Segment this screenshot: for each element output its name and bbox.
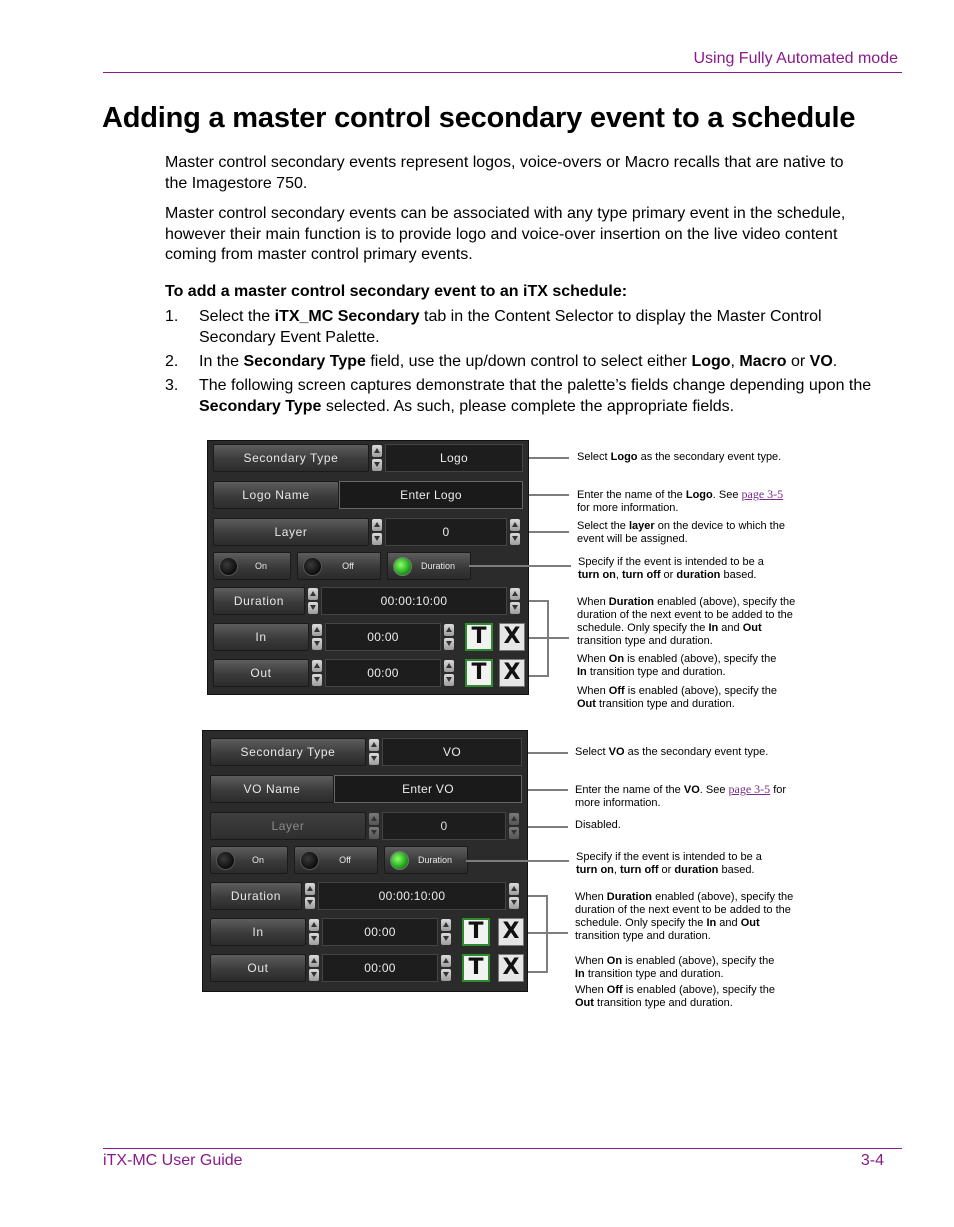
in-value[interactable]: 00:00 <box>325 623 441 651</box>
out-stepper-right[interactable] <box>440 955 452 981</box>
in-stepper[interactable] <box>311 624 323 650</box>
page-reference-link[interactable]: page 3-5 <box>741 487 784 501</box>
duration-button[interactable]: Duration <box>213 587 305 615</box>
out-transition-button[interactable]: T <box>465 659 493 687</box>
callout-line <box>529 494 569 496</box>
intro-paragraph-1: Master control secondary events represent logos, voice-overs or Macro recalls that are native to the Imagestore 750. <box>165 154 844 192</box>
page-title: Adding a master control secondary event to a schedule <box>102 102 856 134</box>
note-text: based. <box>718 864 755 876</box>
note-text: . See <box>712 489 742 501</box>
duration-value[interactable]: 00:00:10:00 <box>321 587 507 615</box>
out-row <box>208 954 522 982</box>
note-text: When <box>577 685 609 697</box>
out-button[interactable]: Out <box>210 954 306 982</box>
note-text: When <box>575 955 607 967</box>
note-term: VO <box>608 746 625 758</box>
footer-rule <box>103 1148 902 1149</box>
arrow-down-icon[interactable] <box>369 753 379 765</box>
note-term: Out <box>742 622 762 634</box>
arrow-up-icon[interactable] <box>510 519 520 531</box>
note-text: on the device to which the event will be assigned. <box>577 520 785 545</box>
arrow-up-icon[interactable] <box>369 739 379 751</box>
out-clear-button[interactable]: X <box>499 659 525 687</box>
duration-toggle-label: Duration <box>420 561 456 571</box>
note-text: or <box>658 864 675 876</box>
off-toggle[interactable] <box>294 846 378 874</box>
arrow-up-icon[interactable] <box>509 883 519 895</box>
arrow-down-icon[interactable] <box>372 533 382 545</box>
on-toggle[interactable] <box>213 552 291 580</box>
off-toggle-label: Off <box>342 561 354 571</box>
step-term: iTX_MC Secondary <box>274 308 420 325</box>
arrow-down-icon[interactable] <box>312 674 322 686</box>
note-term: turn off <box>622 569 661 581</box>
step-term: Secondary Type <box>199 398 322 415</box>
layer-row <box>208 812 522 840</box>
note-vo-type <box>575 746 795 759</box>
note-text: transition type and duration. <box>577 635 713 647</box>
note-term: In <box>706 917 717 929</box>
note-text: transition type and duration. <box>595 698 735 710</box>
out-row <box>213 659 523 687</box>
arrow-down-icon[interactable] <box>444 674 454 686</box>
note-text: for more information. <box>575 784 787 809</box>
note-text: and <box>716 917 741 929</box>
arrow-down-icon[interactable] <box>510 602 520 614</box>
note-text: is enabled (above), specify the <box>622 984 775 996</box>
callout-bracket <box>547 600 549 677</box>
note-text: enabled (above), specify the duration of the next event to be added to the schedule. Only specify the <box>575 891 794 929</box>
note-term: Off <box>608 685 625 697</box>
arrow-up-icon[interactable] <box>372 519 382 531</box>
duration-row <box>213 587 523 615</box>
layer-stepper-right <box>508 813 520 839</box>
procedure-steps <box>165 306 875 420</box>
arrow-down-icon[interactable] <box>510 533 520 545</box>
arrow-up-icon[interactable] <box>305 883 315 895</box>
duration-toggle[interactable] <box>384 846 468 874</box>
note-logo-duration <box>577 596 797 648</box>
out-transition-button[interactable]: T <box>462 954 490 982</box>
note-text: . See <box>699 784 729 796</box>
layer-button[interactable]: Layer <box>213 518 369 546</box>
note-term: layer <box>628 520 655 532</box>
note-vo-layer <box>575 819 795 832</box>
arrow-down-icon[interactable] <box>305 897 315 909</box>
note-text: is enabled (above), specify the <box>624 685 777 697</box>
callout-line <box>528 789 568 791</box>
step-term: Logo <box>691 353 731 370</box>
logo-name-button[interactable]: Logo Name <box>213 481 339 509</box>
page-reference-link[interactable]: page 3-5 <box>728 782 771 796</box>
note-text: Disabled. <box>575 819 621 831</box>
note-text: transition type and duration. <box>586 666 726 678</box>
layer-value: 0 <box>382 812 506 840</box>
note-text: Select <box>577 451 611 463</box>
note-term: Out <box>740 917 760 929</box>
note-text: Enter the name of the <box>575 784 684 796</box>
arrow-down-icon[interactable] <box>444 638 454 650</box>
layer-value[interactable]: 0 <box>385 518 507 546</box>
note-vo-off <box>575 984 787 1010</box>
note-term: VO <box>683 784 700 796</box>
step-text: The following screen captures demonstrate that the palette’s fields change depending upon the <box>199 377 872 394</box>
layer-stepper <box>368 813 380 839</box>
note-text: When <box>577 653 609 665</box>
note-text: Select the <box>577 520 629 532</box>
off-toggle-label: Off <box>339 855 351 865</box>
callout-line <box>529 457 569 459</box>
callout-line <box>528 826 568 828</box>
arrow-up-icon <box>509 813 519 825</box>
out-stepper-right[interactable] <box>443 660 455 686</box>
in-stepper-right[interactable] <box>443 624 455 650</box>
note-term: On <box>606 955 623 967</box>
step-text: In the <box>199 353 244 370</box>
in-row <box>213 623 523 651</box>
in-row <box>208 918 522 946</box>
note-text: When <box>575 984 607 996</box>
arrow-up-icon[interactable] <box>309 919 319 931</box>
note-text: transition type and duration. <box>584 968 724 980</box>
callout-line <box>466 860 569 862</box>
callout-line <box>529 637 569 639</box>
note-text: When <box>575 891 607 903</box>
in-stepper[interactable] <box>308 919 320 945</box>
note-term: turn off <box>620 864 659 876</box>
arrow-up-icon[interactable] <box>372 445 382 457</box>
callout-line <box>528 895 548 897</box>
step-term: Secondary Type <box>243 353 366 370</box>
note-text: and <box>718 622 743 634</box>
callout-line <box>529 675 549 677</box>
callout-line <box>469 565 571 567</box>
secondary-type-row <box>208 738 522 766</box>
note-text: is enabled (above), specify the <box>624 653 777 665</box>
note-text: transition type and duration. <box>593 997 733 1009</box>
secondary-type-button[interactable]: Secondary Type <box>213 444 369 472</box>
in-transition-button[interactable]: T <box>465 623 493 651</box>
name-row <box>208 775 522 803</box>
step-text: tab in the Content Selector to display the Master Control Secondary Event Palette. <box>199 308 822 346</box>
arrow-up-icon[interactable] <box>312 660 322 672</box>
note-text: is enabled (above), specify the <box>622 955 775 967</box>
note-text: , <box>613 864 621 876</box>
layer-stepper-right[interactable] <box>509 519 521 545</box>
callout-line <box>528 971 548 973</box>
arrow-up-icon <box>369 813 379 825</box>
note-vo-duration <box>575 891 795 943</box>
arrow-up-icon[interactable] <box>444 624 454 636</box>
in-clear-button[interactable]: X <box>499 623 525 651</box>
intro-paragraph-2: Master control secondary events can be associated with any type primary event in the schedule, however their main function is to provide logo and voice-over insertion on the live video content coming from master control primary events. <box>165 205 846 263</box>
note-term: In <box>708 622 719 634</box>
note-logo-type <box>577 451 797 464</box>
in-transition-button[interactable]: T <box>462 918 490 946</box>
note-term: In <box>575 968 585 980</box>
arrow-up-icon[interactable] <box>444 660 454 672</box>
secondary-type-row <box>213 444 523 472</box>
layer-row <box>213 518 523 546</box>
note-term: Logo <box>685 489 713 501</box>
on-toggle-label: On <box>251 855 264 865</box>
note-text: Enter the name of the <box>577 489 686 501</box>
duration-row <box>208 882 522 910</box>
arrow-down-icon[interactable] <box>441 933 451 945</box>
arrow-up-icon[interactable] <box>312 624 322 636</box>
secondary-type-value[interactable]: Logo <box>385 444 523 472</box>
note-text: or <box>660 569 677 581</box>
note-text: enabled (above), specify the duration of the next event to be added to the schedule. Only specify the <box>577 596 796 634</box>
arrow-down-icon[interactable] <box>308 602 318 614</box>
logo-name-input[interactable]: Enter Logo <box>339 481 523 509</box>
step-2 <box>165 351 875 372</box>
callout-bracket <box>546 895 548 973</box>
name-row <box>213 481 523 509</box>
note-term: On <box>608 653 625 665</box>
note-logo-off <box>577 685 789 711</box>
footer-page-number: 3-4 <box>860 1152 884 1169</box>
secondary-type-stepper[interactable] <box>368 739 380 765</box>
arrow-down-icon <box>509 827 519 839</box>
note-text: as the secondary event type. <box>624 746 769 758</box>
note-term: duration <box>674 864 719 876</box>
note-term: Out <box>577 698 596 710</box>
arrow-down-icon[interactable] <box>372 459 382 471</box>
note-term: turn on <box>578 569 616 581</box>
step-text: or <box>786 353 810 370</box>
note-term: duration <box>676 569 721 581</box>
arrow-up-icon[interactable] <box>510 588 520 600</box>
in-value[interactable]: 00:00 <box>322 918 438 946</box>
out-stepper[interactable] <box>308 955 320 981</box>
note-text: Specify if the event is intended to be a <box>578 556 764 568</box>
step-text: field, use the up/down control to select either <box>365 353 692 370</box>
secondary-type-button[interactable]: Secondary Type <box>210 738 366 766</box>
note-text: as the secondary event type. <box>637 451 782 463</box>
note-text: Select <box>575 746 609 758</box>
note-text: , <box>615 569 623 581</box>
step-term: Macro <box>739 353 787 370</box>
out-value[interactable]: 00:00 <box>322 954 438 982</box>
note-vo-toggle <box>576 851 781 877</box>
note-logo-name <box>577 488 797 515</box>
secondary-type-stepper[interactable] <box>371 445 383 471</box>
in-stepper-right[interactable] <box>440 919 452 945</box>
duration-stepper[interactable] <box>304 883 316 909</box>
note-term: Off <box>606 984 623 996</box>
on-toggle[interactable] <box>210 846 288 874</box>
callout-line <box>528 932 568 934</box>
callout-line <box>528 752 568 754</box>
note-vo-name <box>575 783 795 810</box>
step-text: selected. As such, please complete the appropriate fields. <box>321 398 735 415</box>
step-number: 3. <box>165 377 179 394</box>
note-logo-on <box>577 653 789 679</box>
arrow-down-icon[interactable] <box>309 969 319 981</box>
on-toggle-label: On <box>254 561 267 571</box>
step-text: Select the <box>199 308 275 325</box>
duration-stepper-right[interactable] <box>509 588 521 614</box>
note-term: turn on <box>576 864 614 876</box>
vo-name-button[interactable]: VO Name <box>210 775 334 803</box>
note-term: Duration <box>608 596 655 608</box>
note-logo-layer <box>577 520 797 546</box>
callout-line <box>529 600 549 602</box>
arrow-up-icon[interactable] <box>441 955 451 967</box>
step-1 <box>165 306 875 348</box>
step-number: 1. <box>165 308 179 325</box>
duration-stepper-right[interactable] <box>508 883 520 909</box>
arrow-down-icon[interactable] <box>509 897 519 909</box>
step-number: 2. <box>165 353 179 370</box>
note-text: based. <box>720 569 757 581</box>
header-rule <box>103 72 902 73</box>
duration-toggle[interactable] <box>387 552 471 580</box>
arrow-down-icon <box>369 827 379 839</box>
note-term: Out <box>575 997 594 1009</box>
note-term: In <box>577 666 587 678</box>
note-text: transition type and duration. <box>575 930 711 942</box>
step-term: VO <box>809 353 833 370</box>
running-header: Using Fully Automated mode <box>693 50 898 67</box>
in-button[interactable]: In <box>210 918 306 946</box>
note-text: When <box>577 596 609 608</box>
step-3 <box>165 375 875 417</box>
step-text: , <box>730 353 740 370</box>
vo-name-input[interactable]: Enter VO <box>334 775 522 803</box>
note-vo-on <box>575 955 787 981</box>
procedure-heading: To add a master control secondary event to an iTX schedule: <box>165 283 628 300</box>
arrow-up-icon[interactable] <box>308 588 318 600</box>
out-clear-button[interactable]: X <box>498 954 524 982</box>
layer-stepper[interactable] <box>371 519 383 545</box>
duration-toggle-label: Duration <box>417 855 453 865</box>
footer-guide-title: iTX-MC User Guide <box>103 1152 243 1169</box>
duration-stepper[interactable] <box>307 588 319 614</box>
logo-secondary-palette <box>207 440 529 695</box>
callout-line <box>529 531 569 533</box>
off-toggle[interactable] <box>297 552 381 580</box>
arrow-up-icon[interactable] <box>309 955 319 967</box>
in-clear-button[interactable]: X <box>498 918 524 946</box>
step-text: . <box>832 353 838 370</box>
out-button[interactable]: Out <box>213 659 309 687</box>
arrow-down-icon[interactable] <box>441 969 451 981</box>
in-button[interactable]: In <box>213 623 309 651</box>
arrow-down-icon[interactable] <box>309 933 319 945</box>
duration-button[interactable]: Duration <box>210 882 302 910</box>
duration-value[interactable]: 00:00:10:00 <box>318 882 506 910</box>
note-text: for more information. <box>577 502 679 514</box>
arrow-down-icon[interactable] <box>312 638 322 650</box>
out-stepper[interactable] <box>311 660 323 686</box>
note-term: Duration <box>606 891 653 903</box>
arrow-up-icon[interactable] <box>441 919 451 931</box>
note-logo-toggle <box>578 556 783 582</box>
layer-button: Layer <box>210 812 366 840</box>
secondary-type-value[interactable]: VO <box>382 738 522 766</box>
note-term: Logo <box>610 451 638 463</box>
out-value[interactable]: 00:00 <box>325 659 441 687</box>
note-text: Specify if the event is intended to be a <box>576 851 762 863</box>
